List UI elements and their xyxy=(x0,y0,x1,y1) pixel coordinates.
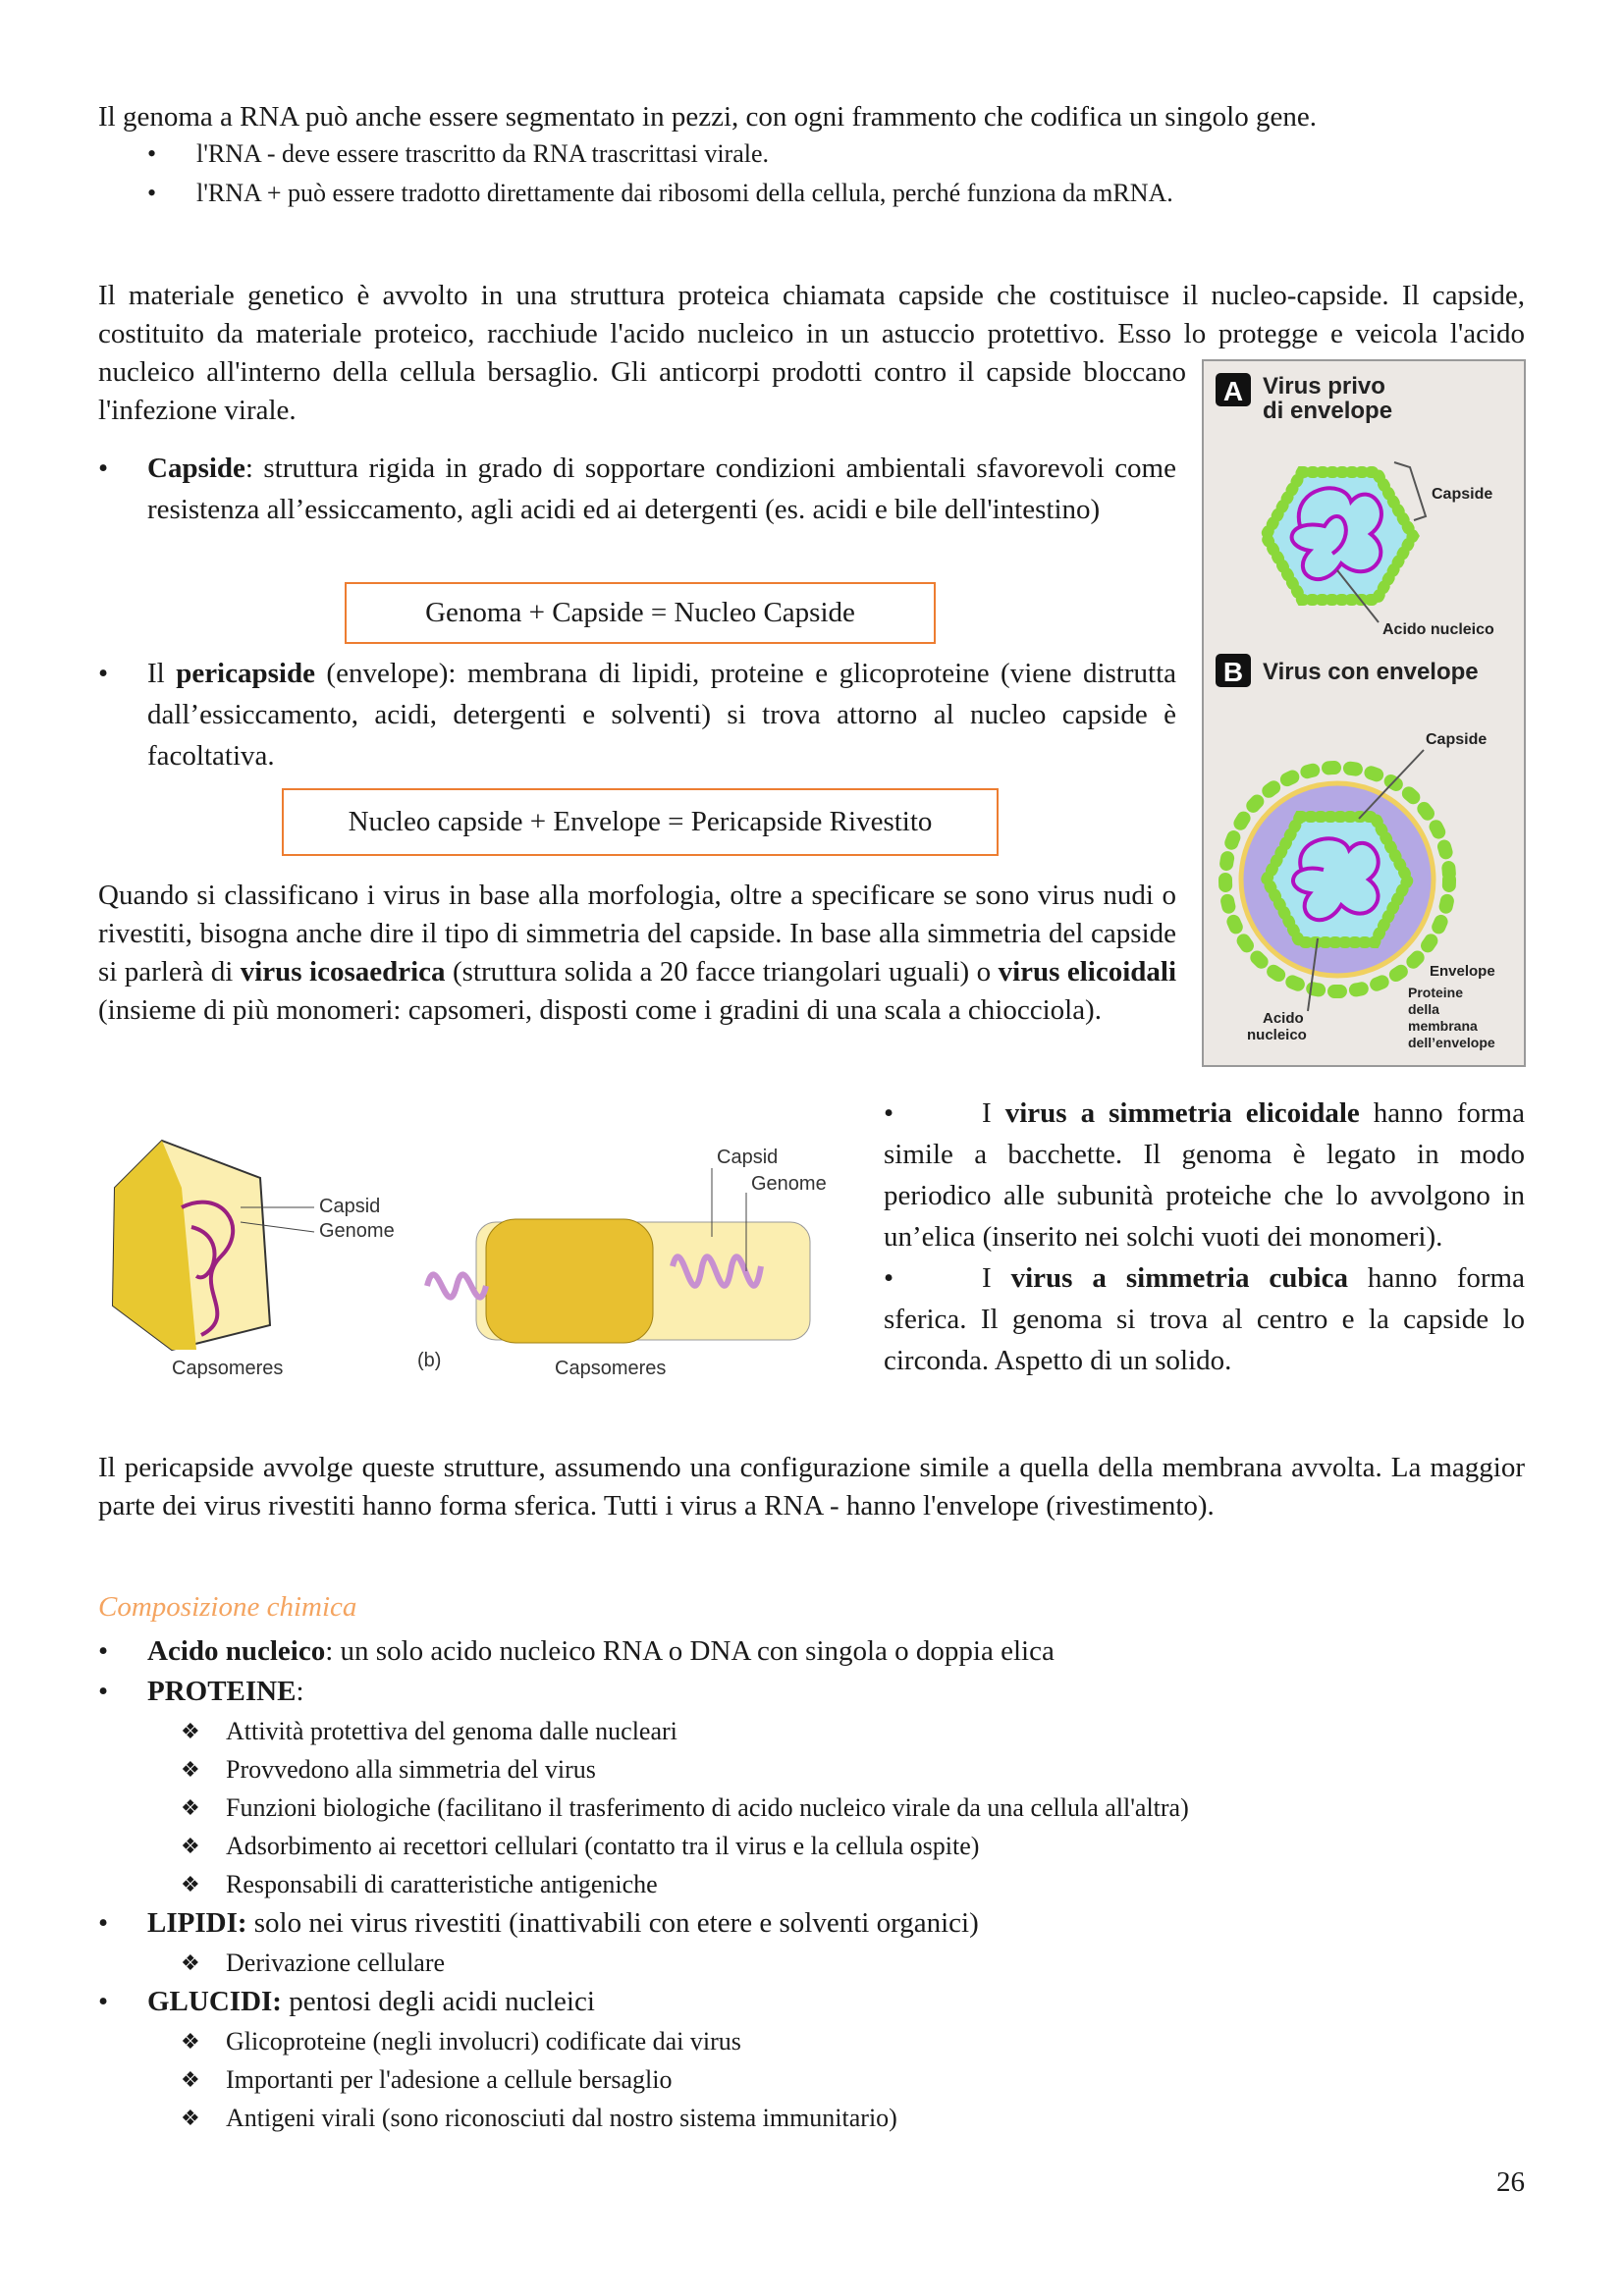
symmetry-list xyxy=(884,1093,1525,1381)
section-heading: Composizione chimica xyxy=(98,1591,357,1623)
svg-text:Proteine: Proteine xyxy=(1408,985,1464,1000)
svg-text:dell’envelope: dell’envelope xyxy=(1408,1035,1495,1050)
svg-text:nucleico: nucleico xyxy=(1247,1027,1307,1043)
pericapside-bullet xyxy=(147,653,1176,776)
list-item: • Capside: struttura rigida in grado di sopportare condizioni ambientali sfavorevoli come resistenza all’essiccamento, agli acidi ed ai detergenti (es. acidi e bile dell'intestino) xyxy=(147,448,1176,530)
sub-list-item: ❖ Provvedono alla simmetria del virus xyxy=(226,1750,1522,1789)
sub-list-item: ❖ Responsabili di caratteristiche antigeniche xyxy=(226,1865,1522,1903)
list-item: • LIPIDI: solo nei virus rivestiti (inattivabili con etere e solventi organici) ❖ Derivazione cellulare xyxy=(147,1903,1522,1982)
svg-text:Virus con envelope: Virus con envelope xyxy=(1263,659,1479,685)
svg-text:Acido: Acido xyxy=(1263,1010,1304,1027)
svg-text:A: A xyxy=(1222,376,1244,406)
list-item: • I virus a simmetria cubica hanno forma sferica. Il genoma si trova al centro e la capside lo circonda. Aspetto di un solido. xyxy=(884,1262,1525,1376)
svg-text:B: B xyxy=(1222,657,1244,687)
list-item: • l'RNA + può essere tradotto direttamente dai ribosomi della cellula, perché funziona da mRNA. xyxy=(196,174,1525,213)
icosahedral-capsid-icon xyxy=(113,1141,270,1350)
helical-capsid-icon xyxy=(427,1219,810,1343)
enveloped-virus-icon xyxy=(1225,768,1449,991)
list-item: • l'RNA - deve essere trascritto da RNA trascrittasi virale. xyxy=(196,134,1525,174)
svg-text:(b): (b) xyxy=(417,1350,442,1371)
sub-list-item: ❖ Glicoproteine (negli involucri) codificate dai virus xyxy=(226,2022,1522,2060)
sub-list-item: ❖ Antigeni virali (sono riconosciuti dal nostro sistema immunitario) xyxy=(226,2099,1522,2137)
list-item: • Acido nucleico: un solo acido nucleico RNA o DNA con singola o doppia elica xyxy=(147,1631,1522,1672)
svg-text:di envelope: di envelope xyxy=(1263,398,1393,424)
list-item: • Il pericapside (envelope): membrana di lipidi, proteine e glicoproteine (viene distrutta dall’essiccamento, acidi, detergenti e solventi) si trova attorno al nucleo capside è facoltativa. xyxy=(147,653,1176,776)
list-item: • GLUCIDI: pentosi degli acidi nucleici ❖ Glicoproteine (negli involucri) codificate dai virus ❖ Importanti per l'adesione a cellule bersaglio ❖ Antigeni virali (sono riconosciuti dal nostro sistema immunitario) xyxy=(147,1982,1522,2137)
capsid-paragraph: Il materiale genetico è avvolto in una struttura proteica chiamata capside che costituisce il nucleo-capside. Il capside, costituito da materiale proteico, racchiude l'acido nucleico in un astuccio protettivo. Esso lo protegge e veicola l'acido nucleico all'interno della cellula bersaglio. Gli anticorpi prodotti contro il capside bloccano l'infezione virale. xyxy=(98,280,1525,426)
svg-text:della: della xyxy=(1408,1001,1439,1017)
morphology-paragraph: Quando si classificano i virus in base alla morfologia, oltre a specificare se sono virus nudi o rivestiti, bisogna anche dire il tipo di simmetria del capside. In base alla simmetria del capside si parlerà di virus icosaedrica (struttura solida a 20 facce triangolari uguali) o virus elicoidali (insieme di più monomeri: capsomeri, disposti come i gradini di una scala a chiocciola). xyxy=(98,880,1177,1026)
svg-text:Capsid: Capsid xyxy=(717,1147,779,1168)
capside-bullet xyxy=(147,448,1176,530)
sub-list-item: ❖ Attività protettiva del genoma dalle nucleari xyxy=(226,1712,1522,1750)
svg-text:Capsid: Capsid xyxy=(319,1196,381,1217)
sub-list-item: ❖ Importanti per l'adesione a cellule bersaglio xyxy=(226,2060,1522,2099)
pericapside-paragraph: Il pericapside avvolge queste strutture, assumendo una configurazione simile a quella della membrana avvolta. La maggior parte dei virus rivestiti hanno forma sferica. Tutti i virus a RNA - hanno l'envelope (rivestimento). xyxy=(98,1452,1525,1522)
svg-text:Genome: Genome xyxy=(319,1220,395,1242)
svg-text:Acido nucleico: Acido nucleico xyxy=(1382,621,1494,638)
page-number: 26 xyxy=(1496,2166,1525,2198)
svg-text:Capsomeres: Capsomeres xyxy=(555,1358,667,1379)
svg-text:Genome: Genome xyxy=(751,1173,827,1195)
svg-text:membrana: membrana xyxy=(1408,1018,1478,1034)
formula-box-pericapside: Nucleo capside + Envelope = Pericapside Rivestito xyxy=(282,788,999,856)
svg-text:Capsomeres: Capsomeres xyxy=(172,1358,284,1379)
svg-text:Capside: Capside xyxy=(1432,486,1493,503)
svg-text:Capside: Capside xyxy=(1426,731,1488,748)
sub-list-item: ❖ Adsorbimento ai recettori cellulari (contatto tra il virus e la cellula ospite) xyxy=(226,1827,1522,1865)
composition-list xyxy=(147,1631,1522,2137)
naked-virus-icon xyxy=(1266,472,1413,600)
capsid-symmetry-figure xyxy=(103,1129,839,1384)
intro-paragraph xyxy=(98,98,1525,213)
svg-text:Virus privo: Virus privo xyxy=(1263,373,1385,400)
list-item: • I virus a simmetria elicoidale hanno forma simile a bacchette. Il genoma è legato in modo periodico alle subunità proteiche che lo avvolgono in un’elica (inserito nei solchi vuoti dei monomeri). xyxy=(884,1097,1525,1253)
sub-list-item: ❖ Funzioni biologiche (facilitano il trasferimento di acido nucleico virale da una cellula all'altra) xyxy=(226,1789,1522,1827)
formula-box-nucleocapside: Genoma + Capside = Nucleo Capside xyxy=(345,582,936,644)
intro-text: Il genoma a RNA può anche essere segmentato in pezzi, con ogni frammento che codifica un singolo gene. xyxy=(98,101,1317,133)
sub-list-item: ❖ Derivazione cellulare xyxy=(226,1944,1522,1982)
virus-envelope-figure xyxy=(1202,359,1526,1067)
list-item: • PROTEINE: ❖ Attività protettiva del genoma dalle nucleari ❖ Provvedono alla simmetria del virus ❖ Funzioni biologiche (facilitano il trasferimento di acido nucleico virale da una cellula all'altra) ❖ Adsorbimento ai recettori cellulari (contatto tra il virus e la cellula ospite) ❖ Responsabili di caratteristiche antigeniche xyxy=(147,1672,1522,1903)
svg-text:Envelope: Envelope xyxy=(1430,963,1495,980)
